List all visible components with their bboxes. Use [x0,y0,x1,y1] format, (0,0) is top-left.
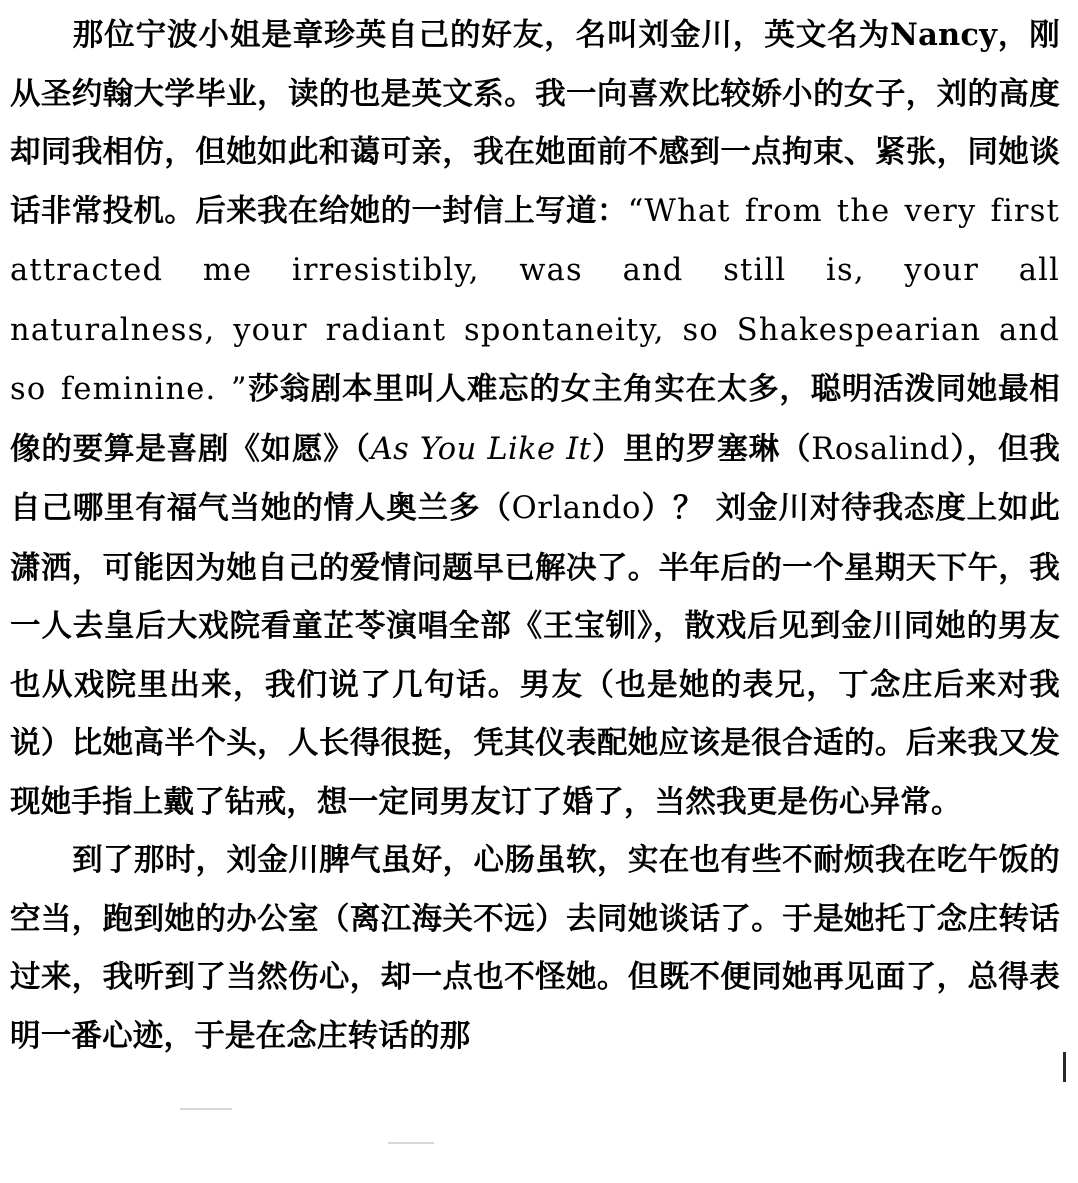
text-run-cjk: ）里的罗塞琳（ [591,430,812,467]
text-run-english-quote: “What from the very first attracted me irresistibly, was and still is, your all naturalness, your radiant spontaneity, so Shakespearian and so feminine. ” [10,193,1061,407]
text-run-latin-name-rosalind: Rosalind [811,431,950,467]
page-body [10,6,1060,1065]
paragraph-2 [10,831,1060,1065]
paragraph-1 [10,6,1060,831]
text-run-cjk: 莎翁剧本里叫人难忘的女主角实在太多，聪明活泼同她最相像的要算是喜剧《如愿》（ [10,371,1060,467]
text-run-latin-italic-title: As You Like It [370,431,592,467]
text-run-cjk: 到了那时，刘金川脾气虽好，心肠虽软，实在也有些不耐烦我在吃午饭的空当，跑到她的办公室（离江海关不远）去同她谈话了。于是她托丁念庄转话过来，我听到了当然伤心，却一点也不怪她。但既不便同她再见面了，总得表明一番心迹，于是在念庄转话的那 [10,842,1060,1054]
text-run-latin-name-orlando: Orlando [511,491,641,526]
text-run-cjk: 那位宁波小姐是章珍英自己的好友，名叫刘金川，英文名为Nancy，刚从圣约翰大学毕业，读的也是英文系。我一向喜欢比较娇小的女子，刘的高度却同我相仿，但她如此和蔼可亲，我在她面前不感到一点拘束、紧张，同她谈话非常投机。后来我在给她的一封信上写道： [10,17,1060,229]
scan-artifact-mark [388,1142,434,1144]
text-run-cjk: ），但我自己哪里有福气当她的情人奥兰多（ [10,430,1060,526]
text-run-cjk: ）？ 刘金川对待我态度上如此潇洒，可能因为她自己的爱情问题早已解决了。半年后的一个星期天下午，我一人去皇后大戏院看童芷苓演唱全部《王宝钏》，散戏后见到金川同她的男友也从戏院里出来，我们说了几句话。男友（也是她的表兄，丁念庄后来对我说）比她高半个头，人长得很挺，凭其仪表配她应该是很合适的。后来我又发现她手指上戴了钻戒，想一定同男友订了婚了，当然我更是伤心异常。 [10,490,1061,820]
scan-artifact-edge-mark [1063,1052,1066,1082]
scan-artifact-mark [180,1108,232,1110]
